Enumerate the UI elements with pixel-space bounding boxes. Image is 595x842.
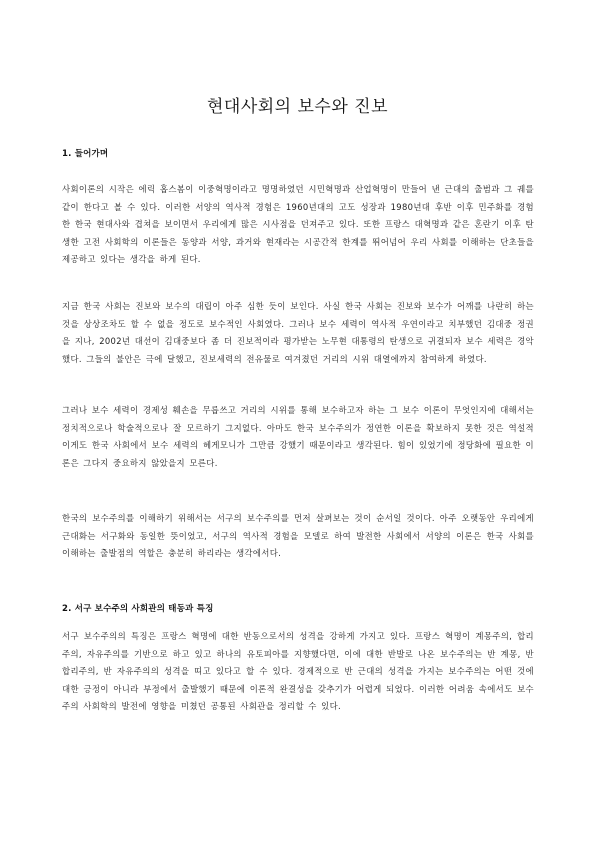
section-1-paragraph-2: 지금 한국 사회는 진보와 보수의 대립이 아주 심한 듯이 보인다. 사실 한국 사회는 진보와 보수가 어깨를 나란히 하는 것을 상상조차도 할 수 없을 정도로 보수적인 사회였다. 그러나 보수 세력이 역사적 우연이라고 치부했던 김대중 정권을 지나, 2002년 대선이 김대중보다 좀 더 진보적이라 평가받는 노무현 대통령의 탄생으로 귀결되자 보수 세력은 경악했다. 그들의 불안은 극에 달했고, 진보세력의 전유물로 여겨졌던 거리의 시위 대열에까지 참여하게 하였다. — [62, 301, 534, 364]
section-1-paragraph-3: 그러나 보수 세력이 경제성 훼손을 무릅쓰고 거리의 시위를 통해 보수하고자 하는 그 보수 이론이 무엇인지에 대해서는 정치적으로나 학술적으로나 잘 모르하기 그지없다. 아마도 한국 보수주의가 정연한 이론을 확보하지 못한 것은 역설적이게도 한국 사회에서 보수 세력의 헤게모니가 그만큼 강했기 때문이라고 생각된다. 힘이 있었기에 정당화에 필요한 이론은 그다지 중요하지 않았을지 모른다. — [62, 405, 534, 468]
section-1-heading: 1. 들어가며 — [62, 149, 109, 159]
document-title: 현대사회의 보수와 진보 — [206, 97, 389, 117]
section-2-heading: 2. 서구 보수주의 사회관의 태동과 특징 — [62, 604, 214, 614]
section-1-paragraph-1: 사회이론의 시작은 에릭 홉스봄이 이중혁명이라고 명명하였던 시민혁명과 산업혁명이 만들어 낸 근대의 출범과 그 궤를 같이 한다고 볼 수 있다. 이러한 서양의 역사적 경험은 1960년대의 고도 성장과 1980년대 후반 이후 민주화를 경험한 한국 현대사와 겹쳐을 보이면서 우리에게 많은 시사점을 던져주고 있다. 또한 프랑스 대혁명과 같은 혼란기 이후 탄생한 고전 사회학의 이론들은 동양과 서양, 과거와 현재라는 시공간적 한계를 뛰어넘어 우리 사회를 이해하는 단초들을 제공하고 있다는 생각을 하게 된다. — [62, 184, 534, 265]
section-1-paragraph-4: 한국의 보수주의를 이해하기 위해서는 서구의 보수주의를 먼저 살펴보는 것이 순서일 것이다. 아주 오랫동안 우리에게 근대화는 서구화와 동일한 뜻이었고, 서구의 역사적 경험을 모델로 하여 발전한 사회에서 서양의 이론은 한국 사회를 이해하는 출발점의 역할은 충분히 하리라는 생각에서다. — [62, 513, 534, 559]
section-2-paragraph-1: 서구 보수주의의 특징은 프랑스 혁명에 대한 반동으로서의 성격을 강하게 가지고 있다. 프랑스 혁명이 계몽주의, 합리주의, 자유주의를 기반으로 하고 있고 하나의 유토피아를 지향했다면, 이에 대한 반발로 나온 보수주의는 반 계몽, 반 합리주의, 반 자유주의의 성격을 띠고 있다고 할 수 있다. 경제적으로 반 근대의 성격을 가지는 보수주의는 어떤 것에 대한 긍정이 아니라 부정에서 출발했기 때문에 이론적 완결성을 갖추기가 어렵게 되었다. 이러한 어려움 속에서도 보수주의 사회학의 발전에 영향을 미쳤던 공통된 사회관을 정리할 수 있다. — [62, 631, 534, 712]
